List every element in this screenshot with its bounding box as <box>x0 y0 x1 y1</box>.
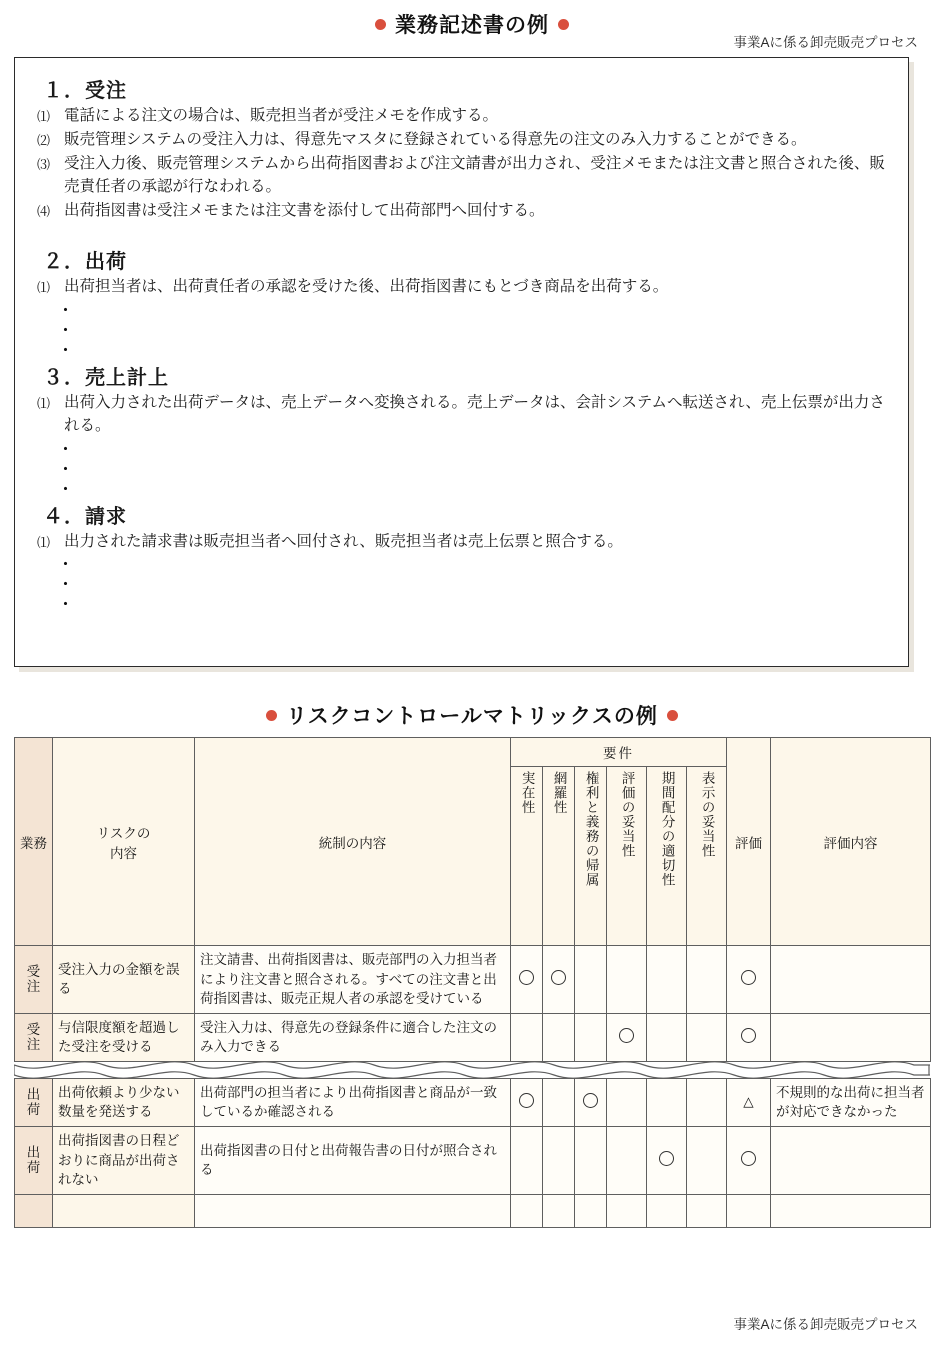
cell-mark <box>575 1126 607 1194</box>
rcm-table-continued <box>14 1078 931 1228</box>
header-req-label: 網羅性 <box>551 771 567 815</box>
table-break-squiggle <box>14 1062 930 1078</box>
bullet-dot-icon <box>667 710 678 721</box>
cell-evaluation <box>727 1194 771 1227</box>
header-req-hyouji-datousei <box>687 767 727 946</box>
circle-mark-icon <box>583 1093 598 1108</box>
matrix-title-text: リスクコントロールマトリックスの例 <box>286 705 658 728</box>
header-evaluation-content: 評価内容 <box>771 738 931 946</box>
header-req-label: 評価の妥当性 <box>619 771 635 858</box>
header-requirements-group: 要件 <box>511 738 727 767</box>
narrative-item-text: 販売管理システムの受注入力は、得意先マスタに登録されている得意先の注文のみ入力することができる。 <box>64 130 807 148</box>
cell-mark <box>687 1078 727 1126</box>
cell-mark <box>647 946 687 1014</box>
risk-control-matrix <box>14 737 930 1228</box>
header-req-hyouka-datousei <box>607 767 647 946</box>
cell-mark <box>607 1013 647 1061</box>
cell-mark <box>687 1013 727 1061</box>
header-req-label: 表示の妥当性 <box>699 771 715 858</box>
cell-mark <box>607 1194 647 1227</box>
cell-mark <box>575 946 607 1014</box>
matrix-section-title <box>0 700 944 730</box>
header-req-kenri-gimu <box>575 767 607 946</box>
cell-evaluation <box>727 1126 771 1194</box>
narrative-item-number: ⑴ <box>37 534 51 550</box>
cell-evaluation-content <box>771 946 931 1014</box>
narrative-item <box>37 392 888 438</box>
cell-evaluation: △ <box>727 1078 771 1126</box>
cell-evaluation-content <box>771 1013 931 1061</box>
narrative-heading-1: １．受注 <box>43 80 127 102</box>
header-gyomu: 業務 <box>15 738 53 946</box>
narrative-item <box>37 531 888 554</box>
cell-mark <box>543 1194 575 1227</box>
cell-mark <box>607 1078 647 1126</box>
continuation-dots: ・ ・ ・ <box>57 300 74 360</box>
header-evaluation: 評価 <box>727 738 771 946</box>
cell-risk: 出荷依頼より少ない数量を発送する <box>53 1078 195 1126</box>
cell-mark <box>647 1013 687 1061</box>
circle-mark-icon <box>741 1028 756 1043</box>
header-req-jitsuzaisei <box>511 767 543 946</box>
cell-mark <box>687 946 727 1014</box>
bullet-dot-icon <box>375 19 386 30</box>
narrative-item-text: 受注入力後、販売管理システムから出荷指図書および注文請書が出力され、受注メモまたは注文書と照合された後、販売責任者の承認が行なわれる。 <box>64 154 885 195</box>
narrative-item <box>37 105 888 128</box>
bullet-dot-icon <box>558 19 569 30</box>
rcm-table <box>14 737 931 1062</box>
cell-mark <box>543 1013 575 1061</box>
continuation-dots: ・ ・ ・ <box>57 555 74 615</box>
cell-mark <box>687 1194 727 1227</box>
cell-mark <box>543 946 575 1014</box>
cell-mark <box>511 1013 543 1061</box>
header-risk: リスクの 内容 <box>53 738 195 946</box>
cell-evaluation <box>727 946 771 1014</box>
narrative-item-number: ⑴ <box>37 279 51 295</box>
header-req-label: 権利と義務の帰属 <box>583 771 599 887</box>
cell-gyomu: 出 荷 <box>15 1126 53 1194</box>
caption-top-right: 事業Aに係る卸売販売プロセス <box>733 35 918 50</box>
table-row <box>15 1013 931 1061</box>
caption-bottom-right: 事業Aに係る卸売販売プロセス <box>733 1317 918 1332</box>
circle-mark-icon <box>741 1151 756 1166</box>
cell-mark <box>511 1126 543 1194</box>
narrative-box <box>14 57 909 667</box>
cell-mark <box>511 1078 543 1126</box>
narrative-title-text: 業務記述書の例 <box>395 14 549 37</box>
cell-mark <box>607 946 647 1014</box>
circle-mark-icon <box>519 1093 534 1108</box>
narrative-heading-3: ３．売上計上 <box>43 366 169 389</box>
narrative-heading-4: ４．請求 <box>43 505 127 528</box>
narrative-item-text: 出荷担当者は、出荷責任者の承認を受けた後、出荷指図書にもとづき商品を出荷する。 <box>64 277 669 295</box>
circle-mark-icon <box>519 970 534 985</box>
cell-mark <box>543 1078 575 1126</box>
table-row-empty <box>15 1194 931 1227</box>
header-req-moorasei <box>543 767 575 946</box>
cell-mark <box>511 1194 543 1227</box>
table-header-row-1 <box>15 738 931 767</box>
cell-mark <box>575 1078 607 1126</box>
cell-mark <box>647 1126 687 1194</box>
cell-risk: 受注入力の金額を誤る <box>53 946 195 1014</box>
circle-mark-icon <box>741 970 756 985</box>
narrative-heading-2: ２．出荷 <box>43 250 127 273</box>
cell-evaluation-content <box>771 1126 931 1194</box>
cell-mark <box>543 1126 575 1194</box>
cell-gyomu: 出 荷 <box>15 1078 53 1126</box>
cell-gyomu <box>15 1194 53 1227</box>
cell-risk: 与信限度額を超過した受注を受ける <box>53 1013 195 1061</box>
narrative-item-number: ⑴ <box>37 395 51 411</box>
narrative-item <box>37 129 888 152</box>
cell-gyomu: 受 注 <box>15 1013 53 1061</box>
cell-risk: 出荷指図書の日程どおりに商品が出荷されない <box>53 1126 195 1194</box>
narrative-item-text: 出荷入力された出荷データは、売上データへ変換される。売上データは、会計システムへ転送され、売上伝票が出力される。 <box>64 393 885 434</box>
cell-mark <box>647 1078 687 1126</box>
circle-mark-icon <box>551 970 566 985</box>
header-req-label: 期間配分の適切性 <box>659 771 675 887</box>
narrative-item <box>37 276 888 299</box>
narrative-item <box>37 200 888 223</box>
narrative-item-number: ⑷ <box>37 203 51 219</box>
narrative-item-number: ⑴ <box>37 109 51 124</box>
cell-evaluation <box>727 1013 771 1061</box>
table-row <box>15 1126 931 1194</box>
cell-mark <box>687 1126 727 1194</box>
cell-mark <box>575 1194 607 1227</box>
header-req-kikan-haibun <box>647 767 687 946</box>
continuation-dots: ・ ・ ・ <box>57 439 74 499</box>
cell-control: 出荷部門の担当者により出荷指図書と商品が一致しているか確認される <box>195 1078 511 1126</box>
circle-mark-icon <box>659 1151 674 1166</box>
cell-control: 出荷指図書の日付と出荷報告書の日付が照合される <box>195 1126 511 1194</box>
cell-mark <box>607 1126 647 1194</box>
table-row <box>15 946 931 1014</box>
narrative-item-text: 出力された請求書は販売担当者へ回付され、販売担当者は売上伝票と照合する。 <box>64 532 623 550</box>
narrative-item <box>37 153 888 199</box>
cell-mark <box>575 1013 607 1061</box>
cell-mark <box>511 946 543 1014</box>
header-req-label: 実在性 <box>519 771 535 815</box>
cell-gyomu: 受 注 <box>15 946 53 1014</box>
narrative-item-text: 電話による注文の場合は、販売担当者が受注メモを作成する。 <box>64 107 499 124</box>
cell-control: 注文請書、出荷指図書は、販売部門の入力担当者により注文書と照合される。すべての注文書と出荷指図書は、販売正規人者の承認を受けている <box>195 946 511 1014</box>
narrative-item-text: 出荷指図書は受注メモまたは注文書を添付して出荷部門へ回付する。 <box>64 201 545 219</box>
table-row <box>15 1078 931 1126</box>
circle-mark-icon <box>619 1028 634 1043</box>
cell-risk <box>53 1194 195 1227</box>
cell-control <box>195 1194 511 1227</box>
bullet-dot-icon <box>266 710 277 721</box>
cell-control: 受注入力は、得意先の登録条件に適合した注文のみ入力できる <box>195 1013 511 1061</box>
narrative-item-number: ⑵ <box>37 132 51 148</box>
cell-evaluation-content: 不規則的な出荷に担当者が対応できなかった <box>771 1078 931 1126</box>
header-control: 統制の内容 <box>195 738 511 946</box>
cell-evaluation-content <box>771 1194 931 1227</box>
cell-mark <box>647 1194 687 1227</box>
narrative-item-number: ⑶ <box>37 156 51 172</box>
